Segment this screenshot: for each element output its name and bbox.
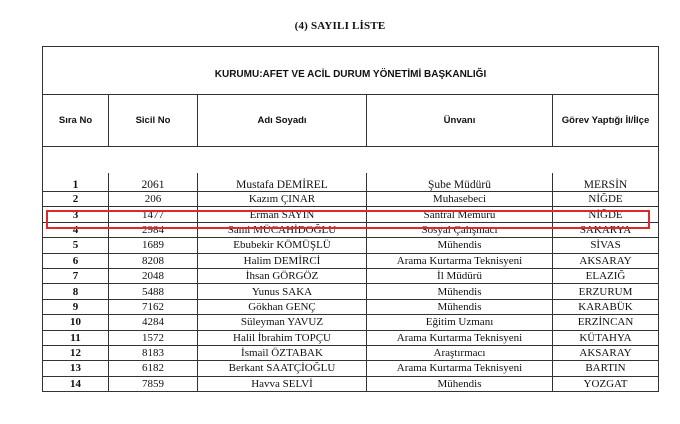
cell-adi-soyadi: Kazım ÇINAR [198,192,367,206]
table-row [43,283,658,298]
organization-heading: KURUMU:AFET VE ACİL DURUM YÖNETİMİ BAŞKANLIĞI [43,47,658,95]
cell-sira-no: 14 [43,377,109,391]
table-row [43,314,658,329]
cell-sira-no: 9 [43,300,109,314]
cell-sicil-no: 8208 [109,254,198,268]
cell-sira-no: 10 [43,315,109,329]
cell-gorev-yeri: SAKARYA [579,223,632,236]
table-row [43,147,658,191]
cell-sicil-no: 206 [109,192,198,206]
cell-sira-no: 5 [43,238,109,252]
cell-sicil-no: 2061 [109,173,198,191]
cell-sicil-no: 2048 [109,269,198,283]
header-sicil-no: Sicil No [109,95,198,146]
cell-sira-no: 11 [43,331,109,345]
cell-sira-no: 2 [43,192,109,206]
cell-gorev-yeri: AKSARAY [579,254,632,267]
cell-gorev-yeri: YOZGAT [583,377,628,390]
cell-gorev-yeri: SİVAS [590,239,621,252]
table-row [43,253,658,268]
table-row [43,376,658,391]
cell-unvani: Santral Memuru [367,207,553,221]
cell-sira-no: 4 [43,223,109,237]
cell-unvani: Arama Kurtarma Teknisyeni [367,361,553,375]
cell-sicil-no: 7162 [109,300,198,314]
cell-adi-soyadi: Erman SAYIN [198,207,367,221]
cell-adi-soyadi: Mustafa DEMİREL [198,173,367,191]
cell-adi-soyadi: Ebubekir KÖMÜŞLÜ [198,238,367,252]
cell-unvani: Şube Müdürü [367,173,553,191]
cell-adi-soyadi: Havva SELVİ [198,377,367,391]
cell-adi-soyadi: Berkant SAATÇİOĞLU [198,361,367,375]
header-row [43,95,658,147]
cell-adi-soyadi: Gökhan GENÇ [198,300,367,314]
cell-sicil-no: 7859 [109,377,198,391]
cell-gorev-yeri: AKSARAY [579,347,632,360]
cell-gorev-yeri: NİĞDE [588,193,623,206]
header-sira-no: Sıra No [43,95,109,146]
cell-unvani: İl Müdürü [367,269,553,283]
cell-adi-soyadi: İhsan GÖRGÖZ [198,269,367,283]
header-gorev-yeri: Görev Yaptığı İl/İlçe [561,115,650,126]
table-row [43,299,658,314]
cell-adi-soyadi: Halil İbrahim TOPÇU [198,331,367,345]
cell-sira-no: 13 [43,361,109,375]
cell-sicil-no: 1572 [109,331,198,345]
cell-unvani: Mühendis [367,377,553,391]
table-row [43,330,658,345]
cell-sicil-no: 8183 [109,346,198,360]
cell-unvani: Arama Kurtarma Teknisyeni [367,331,553,345]
cell-sira-no: 6 [43,254,109,268]
cell-adi-soyadi: İsmail ÖZTABAK [198,346,367,360]
cell-adi-soyadi: Yunus SAKA [198,284,367,298]
cell-unvani: Muhasebeci [367,192,553,206]
cell-gorev-yeri: MERSİN [583,179,628,191]
cell-gorev-yeri: ERZİNCAN [577,316,634,329]
cell-unvani: Sosyal Çalışmacı [367,223,553,237]
cell-sicil-no: 5488 [109,284,198,298]
table-row [43,206,658,221]
staff-table [42,46,659,392]
cell-sira-no: 1 [43,173,109,191]
list-title: (4) SAYILI LİSTE [294,20,386,32]
cell-gorev-yeri: ERZURUM [578,285,633,298]
cell-sicil-no: 2984 [109,223,198,237]
header-unvani: Ünvanı [367,95,553,146]
table-row [43,345,658,360]
cell-unvani: Mühendis [367,300,553,314]
cell-unvani: Araştırmacı [367,346,553,360]
table-row [43,360,658,375]
table-row [43,191,658,206]
cell-unvani: Eğitim Uzmanı [367,315,553,329]
table-row [43,222,658,237]
cell-adi-soyadi: Süleyman YAVUZ [198,315,367,329]
cell-gorev-yeri: KÜTAHYA [579,331,632,344]
cell-sira-no: 3 [43,207,109,221]
cell-sira-no: 12 [43,346,109,360]
cell-sira-no: 7 [43,269,109,283]
cell-gorev-yeri: NİĞDE [588,208,623,221]
cell-unvani: Mühendis [367,284,553,298]
cell-sicil-no: 6182 [109,361,198,375]
cell-sicil-no: 1689 [109,238,198,252]
table-body [43,147,658,391]
table-row [43,268,658,283]
header-adi-soyadi: Adı Soyadı [198,95,367,146]
cell-unvani: Arama Kurtarma Teknisyeni [367,254,553,268]
cell-adi-soyadi: Sami MÜCAHİDOĞLU [198,223,367,237]
cell-adi-soyadi: Halim DEMİRCİ [198,254,367,268]
cell-sicil-no: 1477 [109,207,198,221]
cell-sicil-no: 4284 [109,315,198,329]
cell-unvani: Mühendis [367,238,553,252]
table-grid [43,95,658,391]
cell-gorev-yeri: KARABÜK [578,300,633,313]
table-row [43,237,658,252]
cell-sira-no: 8 [43,284,109,298]
cell-gorev-yeri: BARTIN [585,362,626,375]
cell-gorev-yeri: ELAZIĞ [585,270,626,283]
